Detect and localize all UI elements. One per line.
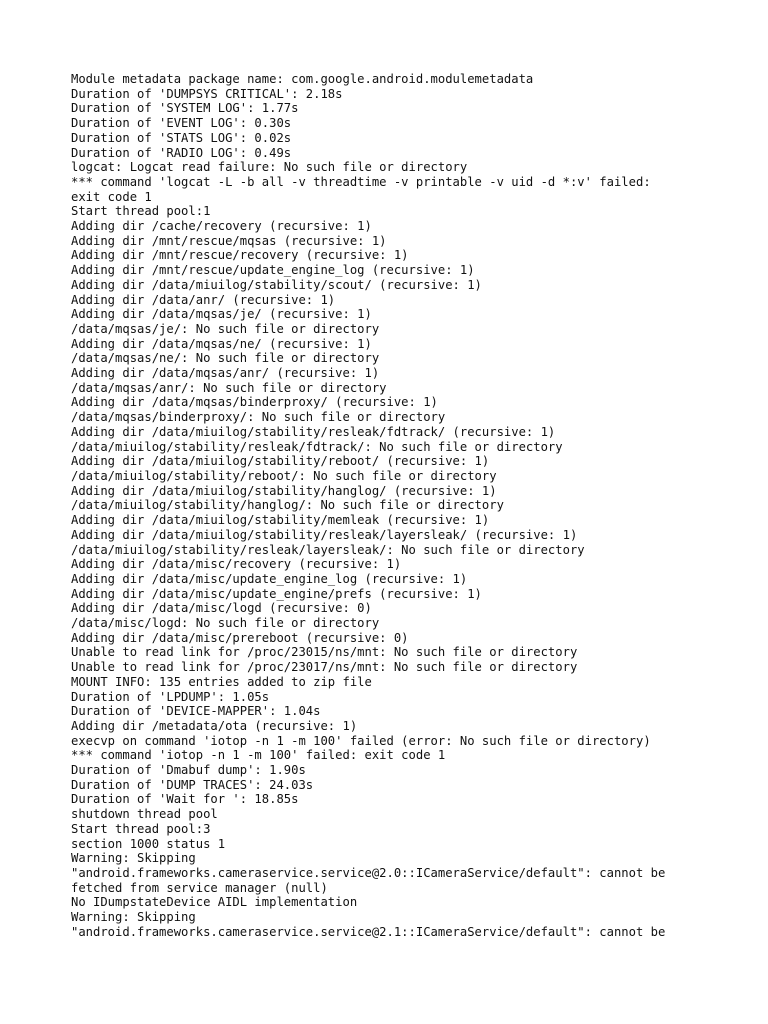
log-line: /data/mqsas/binderproxy/: No such file or directory (71, 410, 446, 425)
log-line: Unable to read link for /proc/23015/ns/mnt: No such file or directory (71, 645, 578, 660)
log-line: fetched from service manager (null) (71, 880, 328, 895)
log-line: Adding dir /data/misc/recovery (recursive: 1) (71, 557, 402, 572)
log-line: Adding dir /data/miuilog/stability/resleak/fdtrack/ (recursive: 1) (71, 424, 556, 439)
log-line: Start thread pool:1 (71, 204, 211, 219)
log-line: section 1000 status 1 (71, 836, 226, 851)
log-line: Adding dir /data/anr/ (recursive: 1) (71, 292, 336, 307)
log-line: shutdown thread pool (71, 807, 218, 822)
log-line: Adding dir /metadata/ota (recursive: 1) (71, 718, 358, 733)
log-line: /data/mqsas/anr/: No such file or directory (71, 380, 387, 395)
log-line: Adding dir /data/mqsas/ne/ (recursive: 1) (71, 336, 372, 351)
log-line: "android.frameworks.cameraservice.service@2.0::ICameraService/default": cannot be (71, 865, 666, 880)
log-line: *** command 'iotop -n 1 -m 100' failed: exit code 1 (71, 748, 446, 763)
log-line: Adding dir /mnt/rescue/update_engine_log (recursive: 1) (71, 263, 475, 278)
log-line: Duration of 'Dmabuf dump': 1.90s (71, 763, 306, 778)
log-line: Adding dir /data/miuilog/stability/memleak (recursive: 1) (71, 513, 490, 528)
log-line: /data/miuilog/stability/resleak/fdtrack/: No such file or directory (71, 439, 563, 454)
log-line: Warning: Skipping (71, 910, 196, 925)
log-line: MOUNT INFO: 135 entries added to zip file (71, 674, 372, 689)
log-line: Start thread pool:3 (71, 821, 211, 836)
log-line: logcat: Logcat read failure: No such file or directory (71, 160, 468, 175)
log-line: /data/miuilog/stability/reboot/: No such file or directory (71, 468, 497, 483)
log-line: Adding dir /data/mqsas/je/ (recursive: 1) (71, 307, 372, 322)
log-line: Duration of 'STATS LOG': 0.02s (71, 130, 292, 145)
log-line: Adding dir /mnt/rescue/recovery (recursive: 1) (71, 248, 409, 263)
log-line: Unable to read link for /proc/23017/ns/mnt: No such file or directory (71, 660, 578, 675)
log-line: exit code 1 (71, 189, 152, 204)
log-line: Adding dir /data/miuilog/stability/resleak/layersleak/ (recursive: 1) (71, 527, 578, 542)
log-line: /data/misc/logd: No such file or directory (71, 616, 380, 631)
log-line: Adding dir /data/misc/update_engine_log (recursive: 1) (71, 571, 468, 586)
log-line: Adding dir /data/mqsas/binderproxy/ (recursive: 1) (71, 395, 438, 410)
log-line: Duration of 'RADIO LOG': 0.49s (71, 145, 292, 160)
log-line: Adding dir /cache/recovery (recursive: 1) (71, 219, 372, 234)
log-line: *** command 'logcat -L -b all -v threadtime -v printable -v uid -d *:v' failed: (71, 174, 651, 189)
log-line: Duration of 'Wait for ': 18.85s (71, 792, 299, 807)
log-line: Duration of 'SYSTEM LOG': 1.77s (71, 101, 299, 116)
log-line: /data/miuilog/stability/hanglog/: No such file or directory (71, 498, 504, 513)
log-line: Duration of 'DUMPSYS CRITICAL': 2.18s (71, 86, 343, 101)
log-line: Duration of 'DEVICE-MAPPER': 1.04s (71, 704, 321, 719)
log-line: Warning: Skipping (71, 851, 196, 866)
log-line: Adding dir /data/mqsas/anr/ (recursive: 1) (71, 366, 380, 381)
log-line: Adding dir /data/misc/prereboot (recursive: 0) (71, 630, 409, 645)
log-line: /data/mqsas/ne/: No such file or directory (71, 351, 380, 366)
log-line: Adding dir /data/misc/logd (recursive: 0) (71, 601, 372, 616)
log-line: Adding dir /data/miuilog/stability/reboot/ (recursive: 1) (71, 454, 490, 469)
log-line: /data/mqsas/je/: No such file or directory (71, 321, 380, 336)
log-line: No IDumpstateDevice AIDL implementation (71, 895, 358, 910)
log-line: Adding dir /mnt/rescue/mqsas (recursive: 1) (71, 233, 387, 248)
log-line: Module metadata package name: com.google.android.modulemetadata (71, 72, 534, 86)
log-line: execvp on command 'iotop -n 1 -m 100' failed (error: No such file or directory) (71, 733, 651, 748)
log-line: Duration of 'DUMP TRACES': 24.03s (71, 777, 314, 792)
log-document (71, 72, 748, 939)
log-line: Adding dir /data/misc/update_engine/prefs (recursive: 1) (71, 586, 482, 601)
log-line: Adding dir /data/miuilog/stability/hanglog/ (recursive: 1) (71, 483, 497, 498)
log-line: Duration of 'EVENT LOG': 0.30s (71, 116, 292, 131)
log-line: Duration of 'LPDUMP': 1.05s (71, 689, 270, 704)
log-line: /data/miuilog/stability/resleak/layersleak/: No such file or directory (71, 542, 585, 557)
log-line: "android.frameworks.cameraservice.service@2.1::ICameraService/default": cannot be (71, 924, 666, 939)
log-line: Adding dir /data/miuilog/stability/scout/ (recursive: 1) (71, 277, 482, 292)
